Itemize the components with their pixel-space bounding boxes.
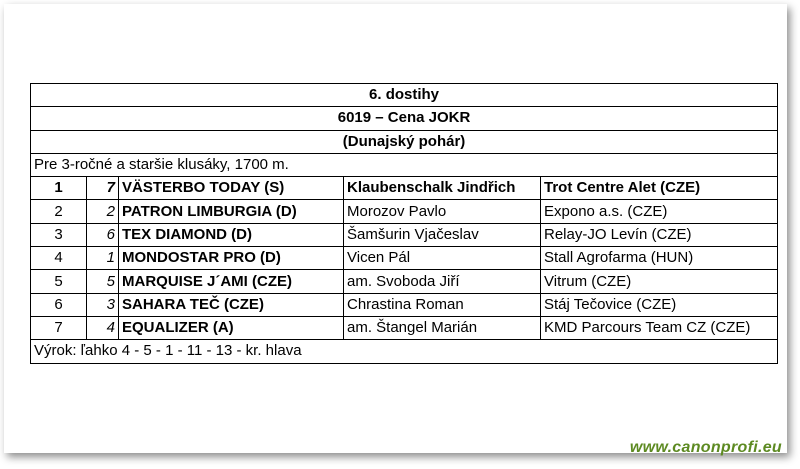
start-number-cell: 5 — [87, 270, 119, 293]
owner-cell: Relay-JO Levín (CZE) — [541, 223, 778, 246]
start-number-cell: 4 — [87, 316, 119, 339]
owner-cell: Expono a.s. (CZE) — [541, 200, 778, 223]
site-watermark: www.canonprofi.eu — [629, 439, 782, 456]
table-row — [31, 270, 778, 293]
horse-cell: VÄSTERBO TODAY (S) — [119, 177, 344, 200]
horse-cell: MARQUISE J´AMI (CZE) — [119, 270, 344, 293]
horse-cell: TEX DIAMOND (D) — [119, 223, 344, 246]
start-number-cell: 3 — [87, 293, 119, 316]
owner-cell: Trot Centre Alet (CZE) — [541, 177, 778, 200]
start-number-cell: 2 — [87, 200, 119, 223]
title-row — [31, 84, 778, 107]
race-name: 6019 – Cena JOKR — [31, 107, 778, 130]
subtitle-row — [31, 130, 778, 153]
document-card — [4, 4, 787, 453]
outcome-row — [31, 340, 778, 363]
start-number-cell: 1 — [87, 247, 119, 270]
horse-cell: SAHARA TEČ (CZE) — [119, 293, 344, 316]
owner-cell: Stall Agrofarma (HUN) — [541, 247, 778, 270]
place-cell: 7 — [31, 316, 87, 339]
table-row — [31, 223, 778, 246]
horse-cell: PATRON LIMBURGIA (D) — [119, 200, 344, 223]
place-cell: 1 — [31, 177, 87, 200]
horse-cell: MONDOSTAR PRO (D) — [119, 247, 344, 270]
place-cell: 5 — [31, 270, 87, 293]
start-number-cell: 6 — [87, 223, 119, 246]
owner-cell: KMD Parcours Team CZ (CZE) — [541, 316, 778, 339]
table-row — [31, 316, 778, 339]
race-name-row — [31, 107, 778, 130]
driver-cell: Vicen Pál — [344, 247, 541, 270]
place-cell: 2 — [31, 200, 87, 223]
table-row — [31, 200, 778, 223]
race-subtitle: (Dunajský pohár) — [31, 130, 778, 153]
place-cell: 4 — [31, 247, 87, 270]
table-row — [31, 177, 778, 200]
place-cell: 6 — [31, 293, 87, 316]
driver-cell: Morozov Pavlo — [344, 200, 541, 223]
place-cell: 3 — [31, 223, 87, 246]
conditions-row — [31, 153, 778, 176]
race-conditions: Pre 3-ročné a staršie klusáky, 1700 m. — [31, 153, 778, 176]
driver-cell: am. Svoboda Jiří — [344, 270, 541, 293]
driver-cell: Šamšurin Vjačeslav — [344, 223, 541, 246]
driver-cell: Klaubenschalk Jindřich — [344, 177, 541, 200]
owner-cell: Stáj Tečovice (CZE) — [541, 293, 778, 316]
horse-cell: EQUALIZER (A) — [119, 316, 344, 339]
table-row — [31, 293, 778, 316]
driver-cell: am. Štangel Marián — [344, 316, 541, 339]
driver-cell: Chrastina Roman — [344, 293, 541, 316]
owner-cell: Vitrum (CZE) — [541, 270, 778, 293]
race-title: 6. dostihy — [31, 84, 778, 107]
table-row — [31, 247, 778, 270]
results-table — [30, 83, 778, 364]
race-outcome: Výrok: ľahko 4 - 5 - 1 - 11 - 13 - kr. hlava — [31, 340, 778, 363]
start-number-cell: 7 — [87, 177, 119, 200]
